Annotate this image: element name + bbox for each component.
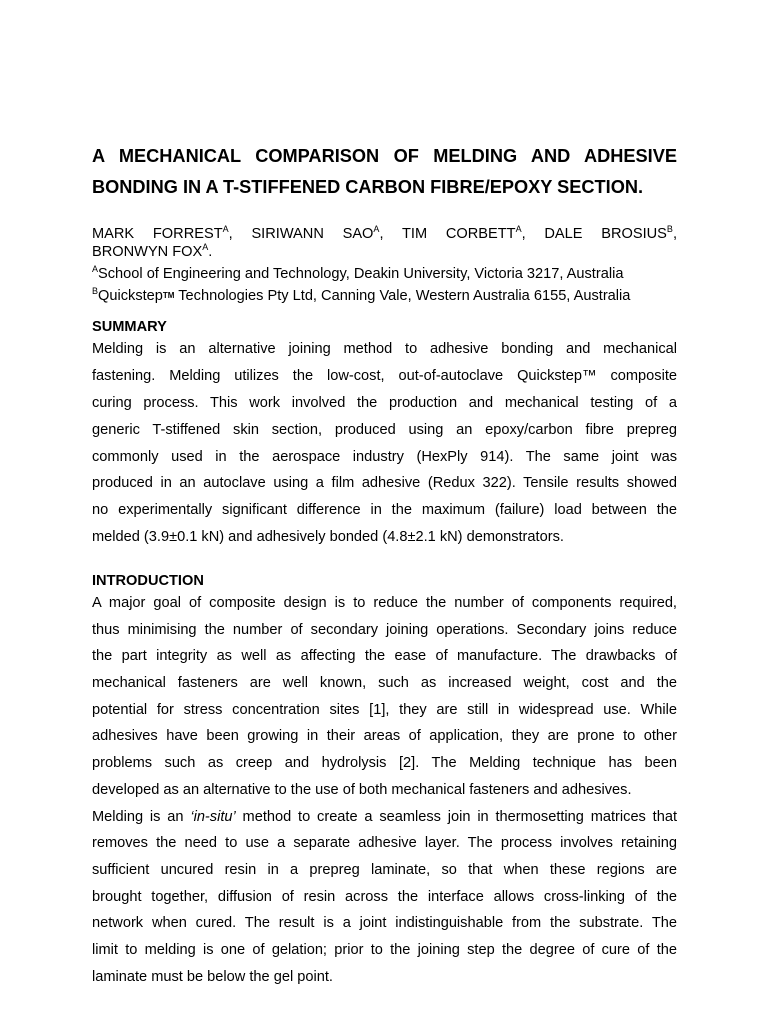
summary-line: commonly used in the aerospace industry (HexPly 914). The same joint was [92,448,677,465]
author-line-1 [92,225,677,243]
author-line-2 [92,243,677,261]
intro-line: A major goal of composite design is to reduce the number of components required, [92,595,677,611]
in-situ-term: ‘in-situ’ [190,808,236,825]
title-line-1: A MECHANICAL COMPARISON OF MELDING AND ADHESIVE [92,146,677,166]
summary-line: melded (3.9±0.1 kN) and adhesively bonded (4.8±2.1 kN) demonstrators. [92,529,564,546]
intro-line: removes the need to use a separate adhesive layer. The process involves retaining [92,835,677,852]
intro-line: limit to melding is one of gelation; prior to the joining step the degree of cure of the [92,941,677,958]
intro-line: potential for stress concentration sites [1], they are still in widespread use. While [92,701,677,718]
summary-line: generic T-stiffened skin section, produced using an epoxy/carbon fibre prepreg [92,421,677,438]
affiliation-b: $^B$QuickstepTM Technologies Pty Ltd, Canning Vale, Western Australia 6155, Australia [92,286,631,304]
author-name: BRONWYN $FOX^A$. [92,242,213,260]
intro-line: mechanical fasteners are well known, such as increased weight, cost and the [92,675,677,692]
intro-line: the part integrity as well as affecting the ease of manufacture. The drawbacks of [92,648,677,665]
author-name: SIRIWANN $SAO^A$, [251,224,384,242]
summary-heading: SUMMARY [92,319,167,335]
summary-line: no experimentally significant difference in the maximum (failure) load between the [92,502,677,519]
intro-line: developed as an alternative to the use of both mechanical fasteners and adhesives. [92,781,632,798]
author-name: TIM $CORBETT^A$, [401,224,526,242]
summary-line: Melding is an alternative joining method to adhesive bonding and mechanical [92,341,677,357]
intro-line: problems such as creep and hydrolysis [2]. The Melding technique has been [92,755,677,772]
author-name: MARK $FORREST^A$, [92,224,233,242]
summary-paragraph [92,336,677,551]
introduction-heading: INTRODUCTION [92,573,204,589]
author-name: DALE $BROSIUS^B$, [544,224,677,242]
intro-line: network when cured. The result is a joint indistinguishable from the substrate. The [92,915,677,932]
intro-line-melding: Melding is an ‘in-situ’ method to create a seamless join in thermosetting matrices that [92,808,678,825]
intro-line: brought together, diffusion of resin across the interface allows cross-linking of the [92,888,677,905]
summary-line: produced in an autoclave using a film adhesive (Redux 322). Tensile results showed [92,475,677,492]
intro-line: laminate must be below the gel point. [92,968,333,985]
intro-line: sufficient uncured resin in a prepreg laminate, so that when these regions are [92,861,677,878]
intro-line: thus minimising the number of secondary joining operations. Secondary joins reduce [92,621,677,638]
author-list [92,225,677,261]
introduction-paragraph [92,590,677,990]
affiliation-a: $^A$School of Engineering and Technology, Deakin University, Victoria 3217, Australia [92,264,624,282]
title-line-2: BONDING IN A T-STIFFENED CARBON FIBRE/EPOXY SECTION. [92,177,644,197]
paper-title [92,141,677,203]
intro-line: adhesives have been growing in their areas of application, they are prone to other [92,728,677,745]
summary-line: fastening. Melding utilizes the low-cost, out-of-autoclave Quickstep™ composite [92,367,677,384]
trademark-mark: TM [162,291,175,300]
summary-line: curing process. This work involved the production and mechanical testing of a [92,394,677,411]
